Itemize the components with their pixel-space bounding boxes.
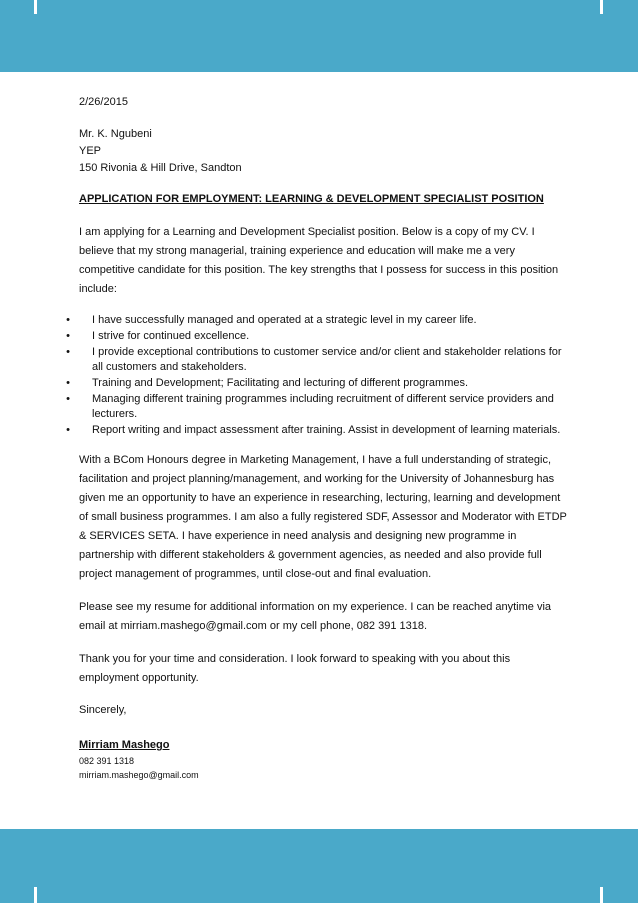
bullet-icon: • [66,346,70,358]
closing: Sincerely, [79,704,127,716]
recipient-name: Mr. K. Ngubeni [79,128,152,140]
intro-paragraph: I am applying for a Learning and Development Specialist position. Below is a copy of my CV. I believe that my strong managerial, training experience and education will make me a very competitive candidate for this position. The key strengths that I possess for success in this position include: [79,226,559,295]
signature-name: Mirriam Mashego [79,739,170,751]
header-band [0,0,638,72]
footer-band [0,829,638,903]
letter-subject: APPLICATION FOR EMPLOYMENT: LEARNING & DEVELOPMENT SPECIALIST POSITION [79,193,544,205]
list-item: • I provide exceptional contributions to customer service and/or client and stakeholder relations for all customers and stakeholders. [62,345,571,375]
footer-corner-line-right [600,887,603,903]
recipient-address [79,126,571,177]
resume-note-paragraph: Please see my resume for additional information on my experience. I can be reached anytime via email at mirriam.mashego@gmail.com or my cell phone, 082 391 1318. [79,601,552,632]
list-item: • Report writing and impact assessment after training. Assist in development of learning materials. [62,423,571,438]
footer-corner-line-left [34,887,37,903]
thanks-paragraph: Thank you for your time and consideration. I look forward to speaking with you about this employment opportunity. [79,653,511,684]
header-corner-line-left [34,0,37,14]
letter-date: 2/26/2015 [79,96,128,108]
bullet-icon: • [66,314,70,326]
bullet-icon: • [66,424,70,436]
recipient-street: 150 Rivonia & Hill Drive, Sandton [79,162,242,174]
list-item: • Training and Development; Facilitating and lecturing of different programmes. [62,376,571,391]
list-item: • I strive for continued excellence. [62,329,571,344]
signature-email: mirriam.mashego@gmail.com [79,770,199,780]
body-paragraph: With a BCom Honours degree in Marketing Management, I have a full understanding of strategic, facilitation and project planning/management, and working for the University of Johannesburg has given me an opportunity to have an experience in researching, lecturing, learning and development of small business programmes. I am also a fully registered SDF, Assessor and Moderator with ETDP & SERVICES SETA. I have experience in need analysis and designing new programme in partnership with different stakeholders & government agencies, as needed and also provide full project management of programmes, until close-out and final evaluation. [79,454,567,580]
letter-body [66,94,571,782]
strengths-list [62,313,571,438]
list-item: • Managing different training programmes including recruitment of different service providers and lecturers. [62,392,571,422]
bullet-icon: • [66,393,70,405]
bullet-icon: • [66,377,70,389]
list-item: • I have successfully managed and operated at a strategic level in my career life. [62,313,571,328]
recipient-company: YEP [79,145,102,157]
bullet-icon: • [66,330,70,342]
signature-phone: 082 391 1318 [79,756,135,766]
header-corner-line-right [600,0,603,14]
